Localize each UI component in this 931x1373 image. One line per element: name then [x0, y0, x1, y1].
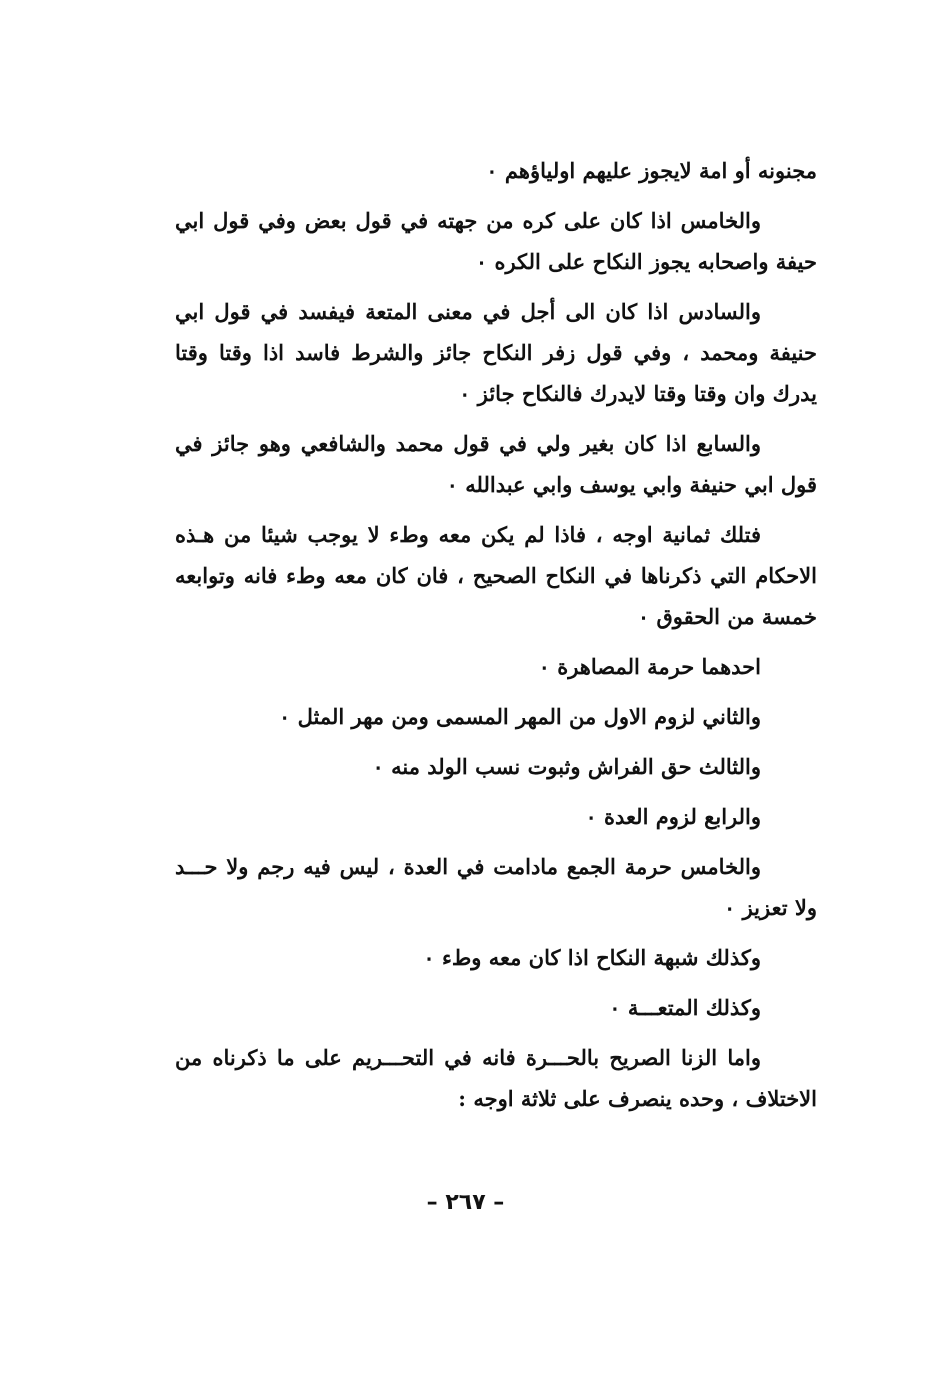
paragraph-sixth-reason: والسادس اذا كان الى أجل في معنى المتعة فيفسد في قول ابي حنيفة ومحمد ، وفي قول زفر النكاح جائز والشرط فاسد اذا وقتا وقتا يدرك وان وقتا وقتا لايدرك فالنكاح جائز ٠ [175, 299, 817, 406]
list-item-mutah: وكذلك المتعـــة ٠ [609, 995, 761, 1020]
list-item-shubha: وكذلك شبهة النكاح اذا كان معه وطء ٠ [423, 945, 761, 970]
page-number: – ٢٦٧ – [426, 1190, 505, 1215]
paragraph-seventh-reason: والسابع اذا كان بغير ولي في قول محمد والشافعي وهو جائز في قول ابي حنيفة وابي يوسف وابي عبدالله ٠ [175, 431, 817, 497]
paragraph-continuation: مجنونه أو امة لايجوز عليهم اولياؤهم ٠ [486, 158, 817, 183]
paragraph-fifth-right: والخامس حرمة الجمع مادامت في العدة ، ليس فيه رجم ولا حـــد ولا تعزيز ٠ [175, 854, 817, 920]
paragraph-fifth-reason: والخامس اذا كان على كره من جهته في قول بعض وفي قول ابي حيفة واصحابه يجوز النكاح على الكره ٠ [175, 208, 817, 274]
list-item-fourth: والرابع لزوم العدة ٠ [585, 804, 761, 829]
paragraph-eight-aspects: فتلك ثمانية اوجه ، فاذا لم يكن معه وطء لا يوجب شيئا من هـذه الاحكام التي ذكرناها في النكاح الصحيح ، فان كان معه وطء فانه وتوابعه خمسة من الحقوق ٠ [175, 522, 817, 629]
list-item-second: والثاني لزوم الاول من المهر المسمى ومن مهر المثل ٠ [278, 704, 761, 729]
list-item-first: احدهما حرمة المصاهرة ٠ [538, 654, 761, 679]
list-item-third: والثالث حق الفراش وثبوت نسب الولد منه ٠ [372, 754, 761, 779]
body-text [175, 150, 817, 1128]
paragraph-zina: واما الزنا الصريح بالحـــرة فانه في التحـــريم على ما ذكرناه من الاختلاف ، وحده ينصرف على ثلاثة اوجه : [175, 1045, 817, 1111]
